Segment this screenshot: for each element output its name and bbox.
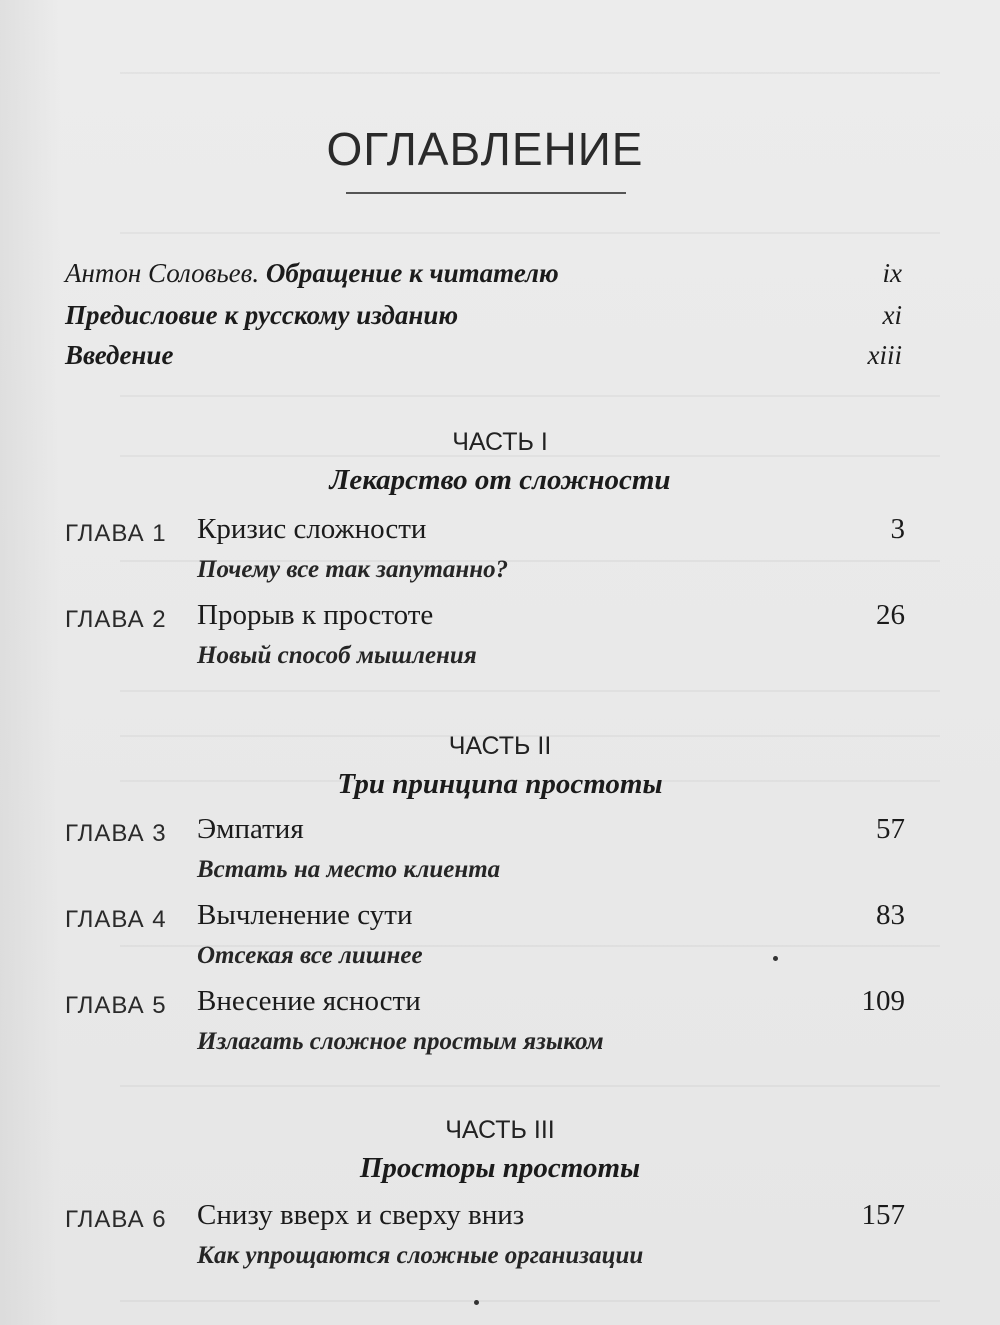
- part-label: ЧАСТЬ II: [448, 732, 552, 760]
- chapter-title[interactable]: Вычленение сути: [197, 899, 413, 931]
- part-title: Лекарство от сложности: [329, 464, 671, 496]
- part-label: ЧАСТЬ I: [452, 428, 548, 456]
- front-matter-entry[interactable]: [65, 340, 173, 371]
- front-matter-entry[interactable]: [65, 300, 458, 331]
- chapter-label: ГЛАВА 4: [65, 906, 167, 933]
- front-matter-title: Введение: [65, 340, 174, 370]
- chapter-subtitle: Отсекая все лишнее: [197, 942, 423, 969]
- part-title: Три принципа простоты: [337, 768, 663, 800]
- front-matter-page: xiii: [867, 340, 902, 370]
- chapter-title[interactable]: Эмпатия: [197, 813, 304, 845]
- front-matter-title: Обращение к читателю: [265, 258, 559, 288]
- chapter-label: ГЛАВА 5: [65, 992, 167, 1019]
- chapter-label: ГЛАВА 2: [65, 606, 167, 633]
- chapter-subtitle: Почему все так запутанно?: [197, 556, 509, 583]
- front-matter-page: ix: [882, 258, 902, 288]
- chapter-page: 157: [861, 1199, 905, 1231]
- chapter-title[interactable]: Кризис сложности: [197, 513, 427, 545]
- chapter-subtitle: Излагать сложное простым языком: [197, 1028, 604, 1055]
- title-underline: [346, 192, 626, 194]
- chapter-title[interactable]: Прорыв к простоте: [197, 599, 434, 631]
- chapter-page: 3: [890, 513, 905, 545]
- front-matter-entry[interactable]: [65, 258, 559, 289]
- chapter-subtitle: Как упрощаются сложные организации: [197, 1242, 644, 1269]
- chapter-subtitle: Новый способ мышления: [197, 642, 477, 669]
- chapter-subtitle: Встать на место клиента: [197, 856, 501, 883]
- chapter-title[interactable]: Внесение ясности: [197, 985, 421, 1017]
- page-title: ОГЛАВЛЕНИЕ: [326, 123, 644, 175]
- front-matter-page: xi: [882, 300, 902, 330]
- chapter-page: 109: [861, 985, 905, 1017]
- chapter-label: ГЛАВА 1: [65, 520, 167, 547]
- part-title: Просторы простоты: [359, 1152, 641, 1184]
- part-label: ЧАСТЬ III: [445, 1116, 555, 1144]
- chapter-label: ГЛАВА 3: [65, 820, 167, 847]
- print-speck: [474, 1300, 479, 1305]
- front-matter-title: Предисловие к русскому изданию: [65, 300, 459, 330]
- chapter-label: ГЛАВА 6: [65, 1206, 167, 1233]
- chapter-page: 26: [876, 599, 905, 631]
- chapter-page: 83: [876, 899, 905, 931]
- chapter-page: 57: [876, 813, 905, 845]
- print-speck: [773, 956, 778, 961]
- chapter-title[interactable]: Снизу вверх и сверху вниз: [197, 1199, 525, 1231]
- front-matter-author: Антон Соловьев.: [65, 258, 260, 288]
